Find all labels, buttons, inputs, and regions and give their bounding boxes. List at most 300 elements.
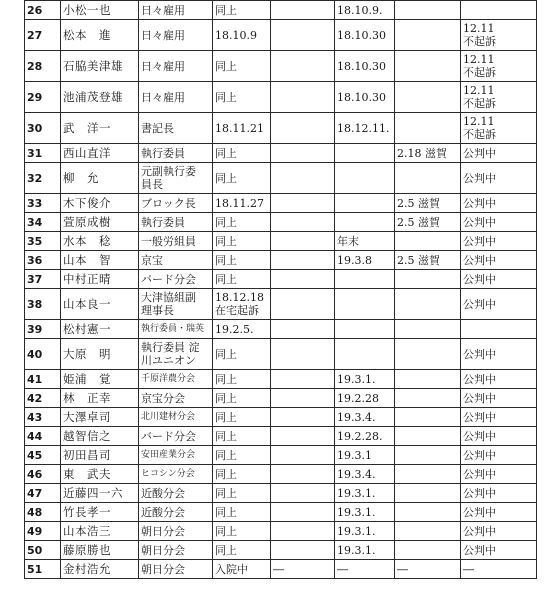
column-5-cell [271,427,335,446]
person-name: 松村憲一 [61,320,139,339]
column-7-cell-line: 2.18 滋賀 [397,146,447,160]
column-6-cell [335,232,395,251]
affiliation-cell-line: 執行委員 淀 [141,341,200,354]
first-arrest-cell-line: 入院中 [215,562,248,576]
table-row [25,20,537,51]
table-row [25,522,537,541]
affiliation-cell [139,560,213,579]
status-cell-line: 公判中 [463,297,496,311]
first-arrest-cell [213,1,271,20]
affiliation-cell-line: 日々雇用 [141,3,185,17]
affiliation-cell-line: 執行委員 [141,215,185,229]
status-cell [461,194,537,213]
status-cell [461,339,537,370]
person-name: 西山直洋 [61,144,139,163]
column-6-cell [335,503,395,522]
affiliation-cell-line: 理事長 [141,304,174,317]
person-name: 水本 稔 [61,232,139,251]
affiliation-cell [139,484,213,503]
person-name: 山本 智 [61,251,139,270]
table-row [25,194,537,213]
column-7-cell [395,251,461,270]
affiliation-cell-line: 大津協組副 [141,291,196,304]
column-6-cell [335,270,395,289]
column-7-cell [395,194,461,213]
person-name: 金村浩允 [61,560,139,579]
status-cell-line: 公判中 [463,215,496,229]
first-arrest-cell [213,251,271,270]
column-6-cell [335,427,395,446]
status-cell-line: 12.11 [463,84,495,97]
affiliation-cell-line: 朝日分会 [141,562,185,576]
column-7-cell-line: 2.5 滋賀 [397,215,440,229]
column-5-cell [271,20,335,51]
row-number: 27 [25,20,61,51]
affiliation-cell-line: 日々雇用 [141,59,185,73]
column-6-cell-line: 19.3.1. [337,524,376,538]
column-6-cell [335,113,395,144]
status-cell-line: 公判中 [463,429,496,443]
affiliation-cell-line: 朝日分会 [141,543,185,557]
table-row [25,541,537,560]
row-number: 46 [25,465,61,484]
affiliation-cell [139,465,213,484]
table-row [25,427,537,446]
column-6-cell [335,408,395,427]
affiliation-cell [139,427,213,446]
column-5-cell [271,144,335,163]
status-cell [461,484,537,503]
row-number: 36 [25,251,61,270]
first-arrest-cell [213,465,271,484]
column-6-cell [335,484,395,503]
person-name: 木下俊介 [61,194,139,213]
column-5-cell [271,541,335,560]
table-row [25,163,537,194]
column-5-cell [271,503,335,522]
table-row [25,251,537,270]
column-7-cell [395,522,461,541]
column-7-cell [395,113,461,144]
column-7-cell [395,560,461,579]
column-6-cell-line: 18.10.30 [337,28,386,42]
column-7-cell [395,270,461,289]
column-5-cell [271,289,335,320]
column-5-cell [271,339,335,370]
table-row [25,320,537,339]
status-cell-line: 公判中 [463,347,496,361]
affiliation-cell-line: 書記長 [141,121,174,135]
column-5-cell [271,113,335,144]
row-number: 50 [25,541,61,560]
row-number: 28 [25,51,61,82]
column-6-cell-line: 19.3.1 [337,448,372,462]
column-5-cell [271,213,335,232]
column-5-cell [271,82,335,113]
affiliation-cell [139,389,213,408]
status-cell-line: 公判中 [463,196,496,210]
column-7-cell [395,20,461,51]
first-arrest-cell-line: 同上 [215,146,237,160]
table-row [25,339,537,370]
first-arrest-cell [213,163,271,194]
column-6-cell-line: 18.12.11. [337,121,390,135]
column-5-cell [271,51,335,82]
person-name: 藤原勝也 [61,541,139,560]
first-arrest-cell-line: 同上 [215,543,237,557]
status-cell-line: 不起訴 [463,128,496,141]
table-row [25,446,537,465]
first-arrest-cell [213,522,271,541]
first-arrest-cell [213,408,271,427]
column-6-cell [335,1,395,20]
column-6-cell [335,289,395,320]
first-arrest-cell-line: 同上 [215,3,237,17]
status-cell [461,232,537,251]
column-6-cell [335,522,395,541]
first-arrest-cell-line: 同上 [215,90,237,104]
row-number: 45 [25,446,61,465]
status-cell [461,113,537,144]
column-7-cell [395,408,461,427]
column-7-cell [395,320,461,339]
status-cell-line: 不起訴 [463,66,496,79]
first-arrest-cell [213,339,271,370]
table-row [25,270,537,289]
table-row [25,370,537,389]
affiliation-cell-line: 執行委員 [141,146,185,160]
first-arrest-cell-line: 在宅起訴 [215,304,259,317]
column-7-cell-line: 2.5 滋賀 [397,253,440,267]
row-number: 51 [25,560,61,579]
first-arrest-cell [213,503,271,522]
table-row [25,232,537,251]
affiliation-cell-line: 近酸分会 [141,505,185,519]
affiliation-cell-line: 北川建材分会 [141,411,196,422]
row-number: 39 [25,320,61,339]
person-name: 山本浩三 [61,522,139,541]
status-cell [461,51,537,82]
status-cell [461,1,537,20]
column-6-cell-line: 19.3.4. [337,467,376,481]
column-5-cell [271,446,335,465]
column-6-cell-line: 19.2.28. [337,429,383,443]
row-number: 31 [25,144,61,163]
status-cell-line: 公判中 [463,467,496,481]
status-cell [461,270,537,289]
column-7-cell [395,503,461,522]
column-6-cell [335,370,395,389]
column-5-cell [271,163,335,194]
status-cell-line: 不起訴 [463,97,496,110]
status-cell-line: 公判中 [463,524,496,538]
column-5-cell [271,232,335,251]
first-arrest-cell [213,20,271,51]
column-7-cell [395,427,461,446]
status-cell-line: 12.11 [463,53,495,66]
column-7-cell [395,446,461,465]
table-row [25,289,537,320]
status-cell-line: 公判中 [463,486,496,500]
table-row [25,560,537,579]
first-arrest-cell [213,289,271,320]
first-arrest-cell [213,194,271,213]
first-arrest-cell-line: 18.12.18 [215,291,264,304]
first-arrest-cell [213,213,271,232]
status-cell [461,389,537,408]
column-7-cell [395,213,461,232]
status-cell-line: 12.11 [463,22,495,35]
first-arrest-cell-line: 18.11.21 [215,121,264,135]
status-cell-line: 公判中 [463,410,496,424]
person-name: 東 武夫 [61,465,139,484]
affiliation-cell [139,1,213,20]
column-6-cell [335,320,395,339]
table-row [25,389,537,408]
column-6-cell-line: 年末 [337,234,359,248]
row-number: 48 [25,503,61,522]
status-cell [461,503,537,522]
person-name: 大原 明 [61,339,139,370]
row-number: 44 [25,427,61,446]
column-6-cell [335,194,395,213]
column-5-cell [271,408,335,427]
affiliation-cell [139,320,213,339]
column-6-cell [335,20,395,51]
person-name: 越智信之 [61,427,139,446]
row-number: 32 [25,163,61,194]
column-5-cell [271,270,335,289]
column-6-cell [335,163,395,194]
status-cell [461,320,537,339]
column-6-cell [335,389,395,408]
first-arrest-cell-line: 同上 [215,486,237,500]
column-6-cell-line: 18.10.9. [337,3,383,17]
first-arrest-cell [213,51,271,82]
affiliation-cell-line: 安田産業分会 [141,449,196,460]
first-arrest-cell [213,113,271,144]
column-7-cell [395,232,461,251]
column-5-cell [271,560,335,579]
person-name: 竹長孝一 [61,503,139,522]
person-name: 林 正幸 [61,389,139,408]
affiliation-cell-line: ヒコシン分会 [141,468,195,479]
affiliation-cell [139,51,213,82]
status-cell [461,144,537,163]
row-number: 30 [25,113,61,144]
column-6-cell-line: 19.3.8 [337,253,372,267]
column-6-cell [335,144,395,163]
affiliation-cell [139,408,213,427]
column-7-cell [395,339,461,370]
column-7-cell [395,484,461,503]
first-arrest-cell-line: 同上 [215,215,237,229]
first-arrest-cell [213,144,271,163]
affiliation-cell-line: 元副執行委 [141,165,196,178]
affiliation-cell [139,194,213,213]
column-7-cell [395,541,461,560]
first-arrest-cell-line: 同上 [215,448,237,462]
row-number: 40 [25,339,61,370]
column-7-cell [395,163,461,194]
affiliation-cell [139,113,213,144]
row-number: 33 [25,194,61,213]
affiliation-cell [139,82,213,113]
status-cell-line: 公判中 [463,272,496,286]
table-row [25,408,537,427]
status-cell [461,522,537,541]
row-number: 35 [25,232,61,251]
status-cell [461,82,537,113]
table-row [25,1,537,20]
first-arrest-cell [213,232,271,251]
table-row [25,465,537,484]
table-row [25,51,537,82]
row-number: 43 [25,408,61,427]
column-7-cell [395,389,461,408]
first-arrest-cell-line: 同上 [215,429,237,443]
status-cell-line: ― [463,562,474,576]
column-5-cell [271,194,335,213]
status-cell [461,541,537,560]
affiliation-cell [139,446,213,465]
status-cell-line: 公判中 [463,253,496,267]
first-arrest-cell-line: 19.2.5. [215,322,254,336]
column-6-cell [335,465,395,484]
column-7-cell [395,465,461,484]
affiliation-cell [139,213,213,232]
status-cell-line: 12.11 [463,115,495,128]
row-number: 34 [25,213,61,232]
affiliation-cell [139,339,213,370]
affiliation-cell [139,144,213,163]
status-cell [461,408,537,427]
column-6-cell-line: ― [337,562,348,576]
column-5-cell [271,522,335,541]
first-arrest-cell [213,389,271,408]
first-arrest-cell-line: 同上 [215,272,237,286]
column-6-cell-line: 19.3.1. [337,505,376,519]
status-cell-line: 公判中 [463,448,496,462]
first-arrest-cell [213,541,271,560]
column-6-cell-line: 19.2.28 [337,391,379,405]
affiliation-cell-line: 近酸分会 [141,486,185,500]
status-cell [461,427,537,446]
affiliation-cell-line: 日々雇用 [141,28,185,42]
column-7-cell [395,82,461,113]
column-7-cell-line: ― [397,562,408,576]
table-row [25,82,537,113]
column-6-cell [335,51,395,82]
row-number: 38 [25,289,61,320]
column-6-cell [335,82,395,113]
column-6-cell-line: 19.3.4. [337,410,376,424]
document-sheet [24,0,536,579]
column-6-cell [335,541,395,560]
column-7-cell [395,51,461,82]
person-name: 柳 允 [61,163,139,194]
affiliation-cell [139,522,213,541]
column-5-cell [271,465,335,484]
affiliation-cell-line: 員長 [141,178,163,191]
affiliation-cell-line: 川ユニオン [141,354,196,367]
table-row [25,503,537,522]
status-cell [461,446,537,465]
column-6-cell [335,251,395,270]
column-7-cell [395,1,461,20]
column-5-cell [271,370,335,389]
status-cell [461,370,537,389]
first-arrest-cell-line: 18.10.9 [215,28,257,42]
affiliation-cell [139,289,213,320]
first-arrest-cell [213,560,271,579]
affiliation-cell-line: 朝日分会 [141,524,185,538]
status-cell [461,289,537,320]
affiliation-cell-line: ブロック長 [141,196,196,210]
first-arrest-cell [213,484,271,503]
table-row [25,213,537,232]
status-cell-line: 不起訴 [463,35,496,48]
status-cell-line: 公判中 [463,146,496,160]
first-arrest-cell [213,320,271,339]
column-6-cell [335,446,395,465]
person-name: 山本良一 [61,289,139,320]
row-number: 42 [25,389,61,408]
first-arrest-cell [213,82,271,113]
first-arrest-cell-line: 同上 [215,505,237,519]
column-6-cell-line: 18.10.30 [337,90,386,104]
first-arrest-cell [213,427,271,446]
row-number: 47 [25,484,61,503]
affiliation-cell [139,503,213,522]
status-cell-line: 公判中 [463,372,496,386]
status-cell-line: 公判中 [463,543,496,557]
affiliation-cell-line: 日々雇用 [141,90,185,104]
person-name: 中村正晴 [61,270,139,289]
affiliation-cell-line: 執行委員・瑞英 [141,323,205,334]
status-cell-line: 公判中 [463,234,496,248]
status-cell-line: 公判中 [463,391,496,405]
column-7-cell-line: 2.5 滋賀 [397,196,440,210]
column-6-cell [335,213,395,232]
table-row [25,144,537,163]
affiliation-cell [139,232,213,251]
first-arrest-cell-line: 同上 [215,234,237,248]
column-6-cell-line: 19.3.1. [337,372,376,386]
person-name: 萱原成樹 [61,213,139,232]
column-7-cell [395,289,461,320]
column-6-cell-line: 18.10.30 [337,59,386,73]
column-6-cell [335,560,395,579]
affiliation-cell-line: 京宝 [141,253,163,267]
status-cell [461,213,537,232]
column-5-cell [271,389,335,408]
affiliation-cell-line: バード分会 [141,272,196,286]
person-name: 近藤四一六 [61,484,139,503]
first-arrest-cell-line: 同上 [215,253,237,267]
row-number: 41 [25,370,61,389]
column-5-cell [271,251,335,270]
column-5-cell [271,320,335,339]
status-cell-line: 公判中 [463,505,496,519]
first-arrest-cell-line: 同上 [215,347,237,361]
status-cell-line: 公判中 [463,171,496,185]
first-arrest-cell-line: 同上 [215,372,237,386]
status-cell [461,465,537,484]
first-arrest-cell [213,370,271,389]
column-6-cell-line: 19.3.1. [337,486,376,500]
status-cell [461,163,537,194]
